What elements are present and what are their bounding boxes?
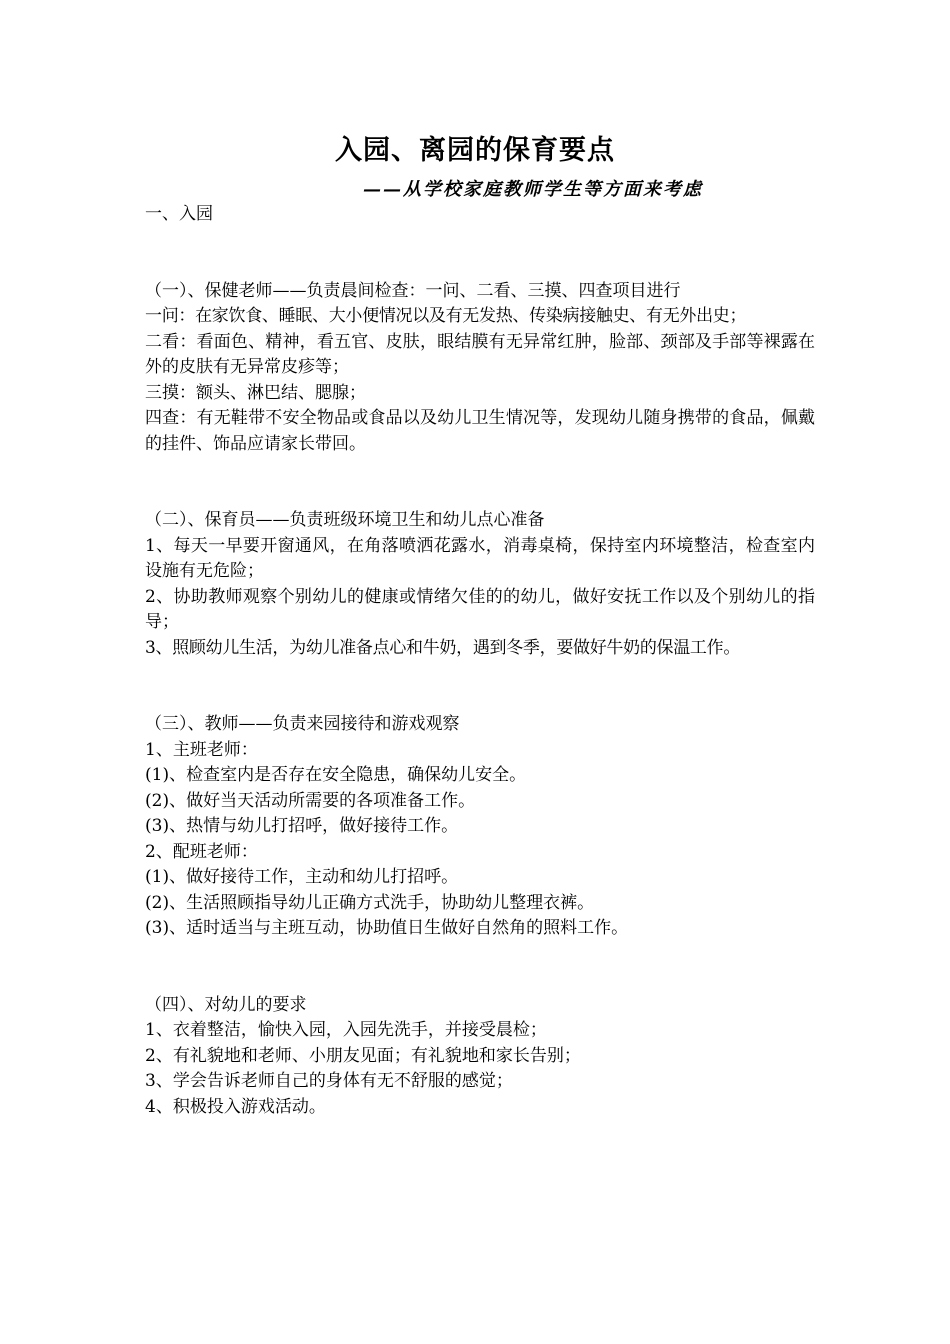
part-teacher (145, 712, 815, 942)
paragraph-line: 4、积极投入游戏活动。 (145, 1096, 326, 1117)
paragraph-line: 3、照顾幼儿生活，为幼儿准备点心和牛奶，遇到冬季，要做好牛奶的保温工作。 (145, 637, 741, 658)
paragraph-line: 3、学会告诉老师自己的身体有无不舒服的感觉； (145, 1071, 513, 1091)
paragraph-line: (1)、检查室内是否存在安全隐患，确保幼儿安全。 (145, 765, 527, 785)
paragraph-line: (2)、生活照顾指导幼儿正确方式洗手，协助幼儿整理衣裤。 (145, 892, 595, 913)
document-subtitle: ——从学校家庭教师学生等方面来考虑 (363, 179, 703, 200)
part-caregiver (145, 508, 815, 661)
paragraph-line: 2、协助教师观察个别幼儿的健康或情绪欠佳的的幼儿，做好安抚工作以及个别幼儿的指导； (145, 586, 815, 632)
paragraph-line: (2)、做好当天活动所需要的各项准备工作。 (145, 790, 476, 811)
paragraph-line: 四查：有无鞋带不安全物品或食品以及幼儿卫生情况等，发现幼儿随身携带的食品，佩戴的挂件、饰品应请家长带回。 (145, 408, 815, 454)
part-heading: （一）、保健老师——负责晨间检查：一问、二看、三摸、四查项目进行 (145, 280, 681, 301)
paragraph-line: 2、配班老师： (145, 841, 258, 862)
paragraph-line: 1、每天一早要开窗通风，在角落喷洒花露水，消毒桌椅，保持室内环境整洁，检查室内设施有无危险； (145, 535, 815, 581)
paragraph-line: 一问：在家饮食、睡眠、大小便情况以及有无发热、传染病接触史、有无外出史； (145, 306, 747, 326)
part-heading: （三）、教师——负责来园接待和游戏观察 (145, 714, 460, 734)
document-body (145, 202, 815, 1120)
paragraph-line: (3)、热情与幼儿打招呼，做好接待工作。 (145, 816, 459, 836)
paragraph-line: (1)、做好接待工作，主动和幼儿打招呼。 (145, 867, 459, 887)
paragraph-line: (3)、适时适当与主班互动，协助值日生做好自然角的照料工作。 (145, 918, 629, 938)
section-heading: 一、入园 (145, 204, 213, 224)
part-heading: （二）、保育员——负责班级环境卫生和幼儿点心准备 (145, 510, 545, 530)
part-health-teacher (145, 279, 815, 458)
paragraph-line: 1、主班老师： (145, 739, 258, 760)
document-title: 入园、离园的保育要点 (335, 135, 615, 166)
part-heading: （四）、对幼儿的要求 (145, 994, 307, 1015)
paragraph-line: 2、有礼貌地和老师、小朋友见面；有礼貌地和家长告别； (145, 1045, 581, 1066)
part-child-requirements (145, 993, 815, 1121)
paragraph-line: 三摸：额头、淋巴结、腮腺； (145, 382, 366, 403)
paragraph-line: 1、衣着整洁，愉快入园，入园先洗手，并接受晨检； (145, 1020, 547, 1040)
paragraph-line: 二看：看面色、精神，看五官、皮肤，眼结膜有无异常红肿，脸部、颈部及手部等裸露在外的皮肤有无异常皮疹等； (145, 331, 815, 377)
